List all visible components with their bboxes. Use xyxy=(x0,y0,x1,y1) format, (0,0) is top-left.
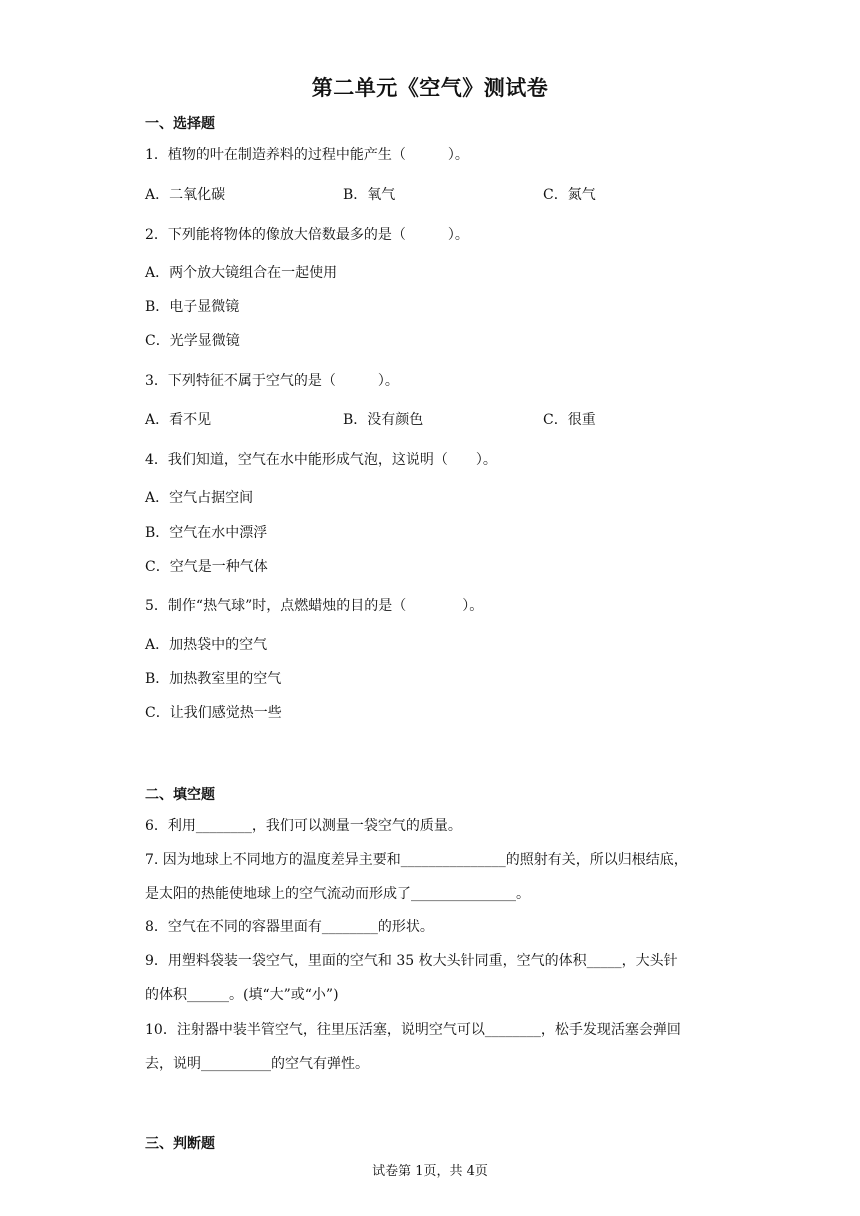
q4-option-b: B．空气在水中漂浮 xyxy=(145,525,268,541)
question-6: 6．利用________，我们可以测量一袋空气的质量。 xyxy=(145,818,462,834)
question-5: 5．制作“热气球”时，点燃蜡烛的目的是（ ）。 xyxy=(145,598,484,614)
q5-option-a: A．加热袋中的空气 xyxy=(145,637,268,653)
question-7-line-2: 是太阳的热能使地球上的空气流动而形成了_______________。 xyxy=(145,886,530,902)
section-heading-choice: 一、选择题 xyxy=(145,116,215,132)
question-9-line-1: 9．用塑料袋装一袋空气，里面的空气和 35 枚大头针同重，空气的体积_____，大头针 xyxy=(145,953,678,969)
q3-option-c: C．很重 xyxy=(543,412,596,428)
section-heading-judge: 三、判断题 xyxy=(145,1136,215,1152)
q4-option-c: C．空气是一种气体 xyxy=(145,559,268,575)
question-9-line-2: 的体积______。(填“大”或“小”) xyxy=(145,987,339,1003)
q5-option-c: C．让我们感觉热一些 xyxy=(145,705,282,721)
q3-option-a: A．看不见 xyxy=(145,412,212,428)
q2-option-b: B．电子显微镜 xyxy=(145,299,240,315)
q2-option-a: A．两个放大镜组合在一起使用 xyxy=(145,265,338,281)
question-10-line-1: 10．注射器中装半管空气，往里压活塞，说明空气可以________，松手发现活塞会弹回 xyxy=(145,1022,681,1038)
question-8: 8．空气在不同的容器里面有________的形状。 xyxy=(145,919,434,935)
q2-option-c: C．光学显微镜 xyxy=(145,333,240,349)
question-2: 2．下列能将物体的像放大倍数最多的是（ ）。 xyxy=(145,227,469,243)
question-1: 1．植物的叶在制造养料的过程中能产生（ ）。 xyxy=(145,147,469,163)
question-7-line-1: 7. 因为地球上不同地方的温度差异主要和_______________的照射有关，所以归根结底， xyxy=(145,852,688,868)
page-footer: 试卷第 1页，共 4页 xyxy=(372,1164,488,1179)
q4-option-a: A．空气占据空间 xyxy=(145,490,254,506)
q5-option-b: B．加热教室里的空气 xyxy=(145,671,282,687)
question-3: 3．下列特征不属于空气的是（ ）。 xyxy=(145,373,399,389)
q1-option-a: A．二氧化碳 xyxy=(145,187,226,203)
q3-option-b: B．没有颜色 xyxy=(343,412,424,428)
page-title: 第二单元《空气》测试卷 xyxy=(311,76,549,100)
q1-option-b: B．氧气 xyxy=(343,187,396,203)
section-heading-fill: 二、填空题 xyxy=(145,787,215,803)
question-10-line-2: 去，说明__________的空气有弹性。 xyxy=(145,1056,369,1072)
q1-option-c: C．氮气 xyxy=(543,187,596,203)
question-4: 4．我们知道，空气在水中能形成气泡，这说明（ ）。 xyxy=(145,452,497,468)
